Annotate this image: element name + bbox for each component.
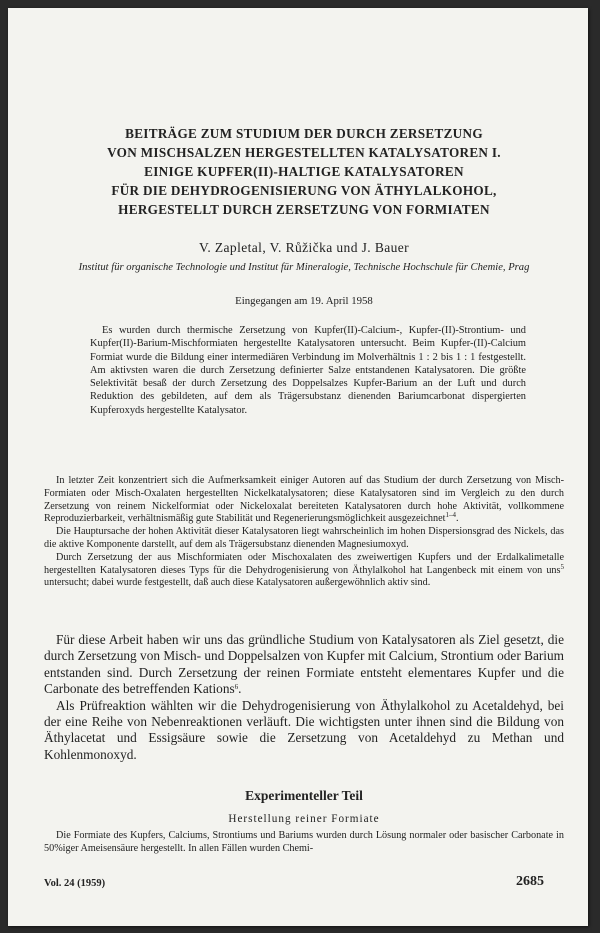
- paragraph: [44, 632, 564, 698]
- page-number: 2685: [516, 874, 544, 889]
- volume-info: Vol. 24 (1959): [44, 878, 106, 889]
- authors: V. Zapletal, V. Růžička und J. Bauer: [198, 240, 410, 255]
- citation: 1–4: [445, 511, 456, 520]
- paragraph: [44, 475, 564, 526]
- paragraph-text: Durch Zersetzung der aus Mischformiaten oder Mischoxalaten des zweiwertigen Kupfers und der Erdalkalimetalle hergestellten Katalysatoren dieses Typs für die Dehydrogenisierung von Äthylalkohol hat Langenbeck mit einem von uns: [44, 551, 564, 576]
- abstract: [90, 324, 526, 417]
- paragraph-text-end: .: [455, 513, 459, 525]
- paragraph-text-end: untersucht; dabei wurde festgestellt, daß auch diese Katalysatoren außergewöhnlich aktiv sind.: [44, 577, 431, 589]
- paragraph: [44, 552, 564, 590]
- received-date: Eingegangen am 19. April 1958: [235, 295, 373, 307]
- title-line: FÜR DIE DEHYDROGENISIERUNG VON ÄTHYLALKOHOL,: [111, 183, 497, 198]
- main-text: [44, 632, 564, 763]
- paragraph: Als Prüfreaktion wählten wir die Dehydrogenisierung von Äthylalkohol zu Acetaldehyd, bei der eine Reihe von Nebenreaktionen verläuft. Die wichtigsten unter ihnen sind die Bildung von Äthylacetat und Essigsäure sowie die Zersetzung von Acetaldehyd zu Methan und Kohlenmonoxyd.: [44, 697, 564, 762]
- paragraph-text: Für diese Arbeit haben wir uns das gründliche Studium von Katalysatoren als Ziel gesetzt, die durch Zersetzung von Misch- und Doppelsalzen von Kupfer mit Calcium, Strontium oder Barium entstanden sind. Durch Zersetzung der reinen Formiate entsteht elementares Kupfer und die Carbonate des betreffenden Kations: [44, 632, 564, 697]
- section-heading: Experimenteller Teil: [245, 788, 363, 803]
- experimental-text: [44, 830, 564, 856]
- title-line: EINIGE KUPFER(II)-HALTIGE KATALYSATOREN: [144, 164, 464, 179]
- citation: 6: [234, 683, 239, 692]
- title-line: HERGESTELLT DURCH ZERSETZUNG VON FORMIATEN: [118, 202, 490, 217]
- paragraph-text: In letzter Zeit konzentriert sich die Aufmerksamkeit einiger Autoren auf das Studium der durch Zersetzung von Misch-Formiaten oder Misch-Oxalaten hergestellten Nickelkatalysatoren; diese Katalysatoren sind im Vergleich zu den durch Zersetzung von reinem Nickelformiat oder Nickeloxalat bereiteten Katalysatoren durch hohe Aktivität, vollkommene Reproduzierbarkeit, verhältnismäßig gute Stabilität und Regenerierungsmöglichkeit ausgezeichnet: [44, 475, 564, 525]
- paragraph: Die Hauptursache der hohen Aktivität dieser Katalysatoren liegt wahrscheinlich im hohen Dispersionsgrad des Nickels, das die aktive Komponente darstellt, auf dem als Trägersubstanz dienenden Magnesiumoxyd.: [44, 526, 564, 550]
- abstract-text: Es wurden durch thermische Zersetzung von Kupfer(II)-Calcium-, Kupfer-(II)-Strontium- und Kupfer(II)-Barium-Mischformiaten hergestellte Katalysatoren untersucht. Beim Kupfer-(II)-Calcium Formiat wurde die Bildung einer intermediären Verbindung im Molverhältnis 1 : 2 bis 1 : 1 festgestellt. Am aktivsten waren die durch Zersetzung definierter Salze entstandenen Katalysatoren. Die größte Selektivität besaß der durch Zersetzung des Doppelsalzes Kupfer-Barium an der Luft und durch Reduktion des gebildeten, auf dem als Trägersubstanz dienenden Bariumcarbonat dispergierten Kupferoxyds hergestellte Katalysator.: [90, 325, 526, 416]
- paper-title: [44, 124, 564, 219]
- subsection-heading: Herstellung reiner Formiate: [228, 813, 380, 825]
- paragraph: Die Formiate des Kupfers, Calciums, Strontiums und Bariums wurden durch Lösung normaler oder basischer Carbonate in 50%iger Ameisensäure hergestellt. In allen Fällen wurden Chemi-: [44, 830, 564, 854]
- title-line: VON MISCHSALZEN HERGESTELLTEN KATALYSATOREN I.: [107, 145, 501, 160]
- paragraph-text-end: .: [238, 681, 242, 697]
- introduction: [44, 475, 564, 590]
- title-line: BEITRÄGE ZUM STUDIUM DER DURCH ZERSETZUNG: [125, 126, 483, 141]
- affiliation: Institut für organische Technologie und Institut für Mineralogie, Technische Hochschule für Chemie, Prag: [78, 262, 530, 273]
- citation: 5: [560, 562, 564, 571]
- document-page: [8, 8, 588, 926]
